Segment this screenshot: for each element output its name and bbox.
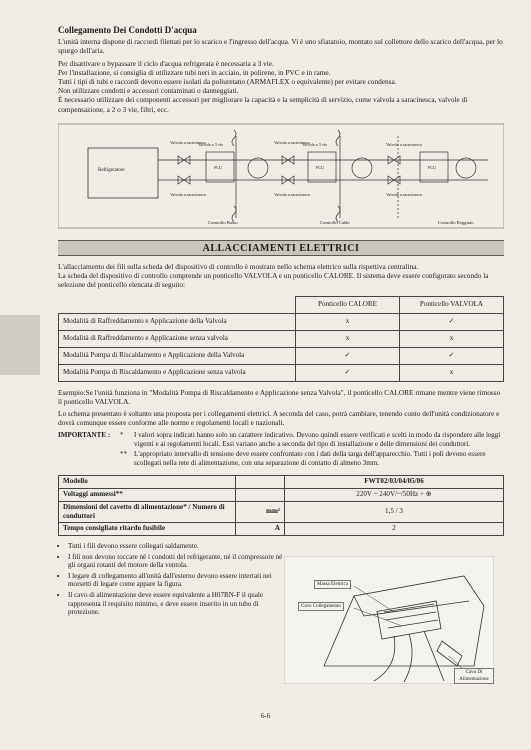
table-cell: ✓ [296,347,400,364]
table-cell: ✓ [400,313,504,330]
paragraph: Non utilizzare condotti e accessori contaminati o danneggiati. [58,86,239,96]
table-cell: x [296,330,400,347]
important-block [58,431,504,468]
wiring-section [58,542,504,682]
page-number: 6-6 [260,712,271,720]
table-cell: Modalità di Raffreddamento e Applicazione della Valvola [59,313,296,330]
spec-value: 1,5 / 3 [285,501,504,522]
table-row [59,523,504,536]
table-row [59,501,504,522]
note-text: L'appropriato intervallo di tensione deve essere confrontato con i dati della targa dell'apparecchio. Tutti i poli devono essere scollegati nella rete di alimentazione, con una separazione di contatto di almeno 3mm. [134,450,486,467]
paragraph: Per disattivare o bypassare il ciclo d'acqua refrigerata è necessaria a 3 vie. [58,58,274,68]
note-mark: * [120,431,124,440]
fcu-label-2: FCU [316,164,325,170]
important-notes [120,431,504,468]
note-text: I valori sopra indicati hanno solo un carattere indicativo. Devono quindi essere verificati e scelti in modo da rispondere alle leggi vigenti e ai regolamenti locali. Essi variano anche a seconda del tipo di installazione e delle dimensioni dei conduttori. [134,431,501,449]
refrigerator-label: Refrigeratore [98,167,125,173]
table-header [59,296,296,313]
valve-gate-label-3: Valvola a saracinesca [386,141,422,147]
spec-value: FWT02/03/04/05/06 [285,475,504,488]
paragraph: L'unità interna dispone di raccordi filettati per lo scarico e l'ingresso dell'acqua. Vi è uno sfiatatoio, montato sul collettore dello scarico dell'acqua, per lo spurgo dell'aria. [58,37,503,56]
paragraph: L'allacciamento dei fili sulla scheda del dispositivo di controllo è mostrato nello schema elettrico sulla rispettiva centralina. [58,262,419,272]
valve-gate-label: Valvola a saracinesca [170,139,206,145]
paragraph: Tutti i tipi di tubi e raccordi devono essere isolati da poliuretano (ARMAFLEX o equivalente) per evitare condensa. [58,77,397,87]
caption-caldo: Controllo Caldo [320,219,350,225]
table-cell: x [400,364,504,381]
section-banner-electrical: ALLACCIAMENTI ELETTRICI [58,240,504,256]
table-cell: x [400,330,504,347]
table-row [59,330,504,347]
jumper-table [58,296,504,382]
list-item: • Il cavo di alimentazione deve essere equivalente a H07RN-F il quale rappresenta il requisito minimo, e deve essere inserito in un tubo di protezione. [68,591,288,617]
valve-3way-label: Valvola a 3 vie [198,141,223,147]
note-mark: ** [120,450,128,459]
spec-label: Tempo consigliato ritardo fusibile [59,523,236,536]
table-header: Ponticello VALVOLA [400,296,504,313]
caption-basso: Controllo Basso [208,219,238,225]
valve-gate2-label: Valvola a saracinesca [170,191,206,197]
valve-gate2-label-3: Valvola a saracinesca [386,191,422,197]
important-label: IMPORTANTE : [58,431,111,440]
spec-unit [236,475,285,488]
fcu-label: FCU [214,164,223,170]
spec-unit: mm² [236,501,285,522]
caption-reggiuto: Controllo Reggiuto [438,219,474,225]
label-cable: Cavo Collegamento [298,602,344,611]
table-row [59,364,504,381]
table-row [59,475,504,488]
table-cell: Modalità Pompa di Riscaldamento e Applicazione senza valvola [59,364,296,381]
paragraph: È necessario utilizzare dei componenti accessori per migliorare la capacità e la semplicità di servizio, come valvola a saracinesca, valvole di compensazione, a 2 o 3 vie, filtri, ecc. [58,95,468,114]
valve-gate2-label-2: Valvola a saracinesca [274,191,310,197]
valve-3way-label-2: Valvola a 3 vie [302,141,327,147]
spec-unit: A [236,523,285,536]
label-terminal: Massa Elettrica [314,580,351,589]
list-item: • Tutti i fili devono essere collegati saldamente. [68,542,288,551]
valve-gate-label-2: Valvola a saracinesca [274,139,310,145]
spec-label: Dimensioni del cavetto di alimentazione* / Numero di conduttori [59,501,236,522]
paragraph: Per l'installazione, si consiglia di utilizzare tubi neri in acciaio, in polirene, in PVC e in rame. [58,67,331,77]
paragraph: Lo schema presentato è soltanto una proposta per i collegamenti elettrici. A seconda del caso, potrà cambiare, tenendo conto dell'unità condizionatore e dovrà comunque essere conforme alle norme e regolamenti locali e nazionali. [58,409,500,428]
wiring-bullets [58,542,288,619]
table-cell: Modalità Pompa di Riscaldamento e Applicazione della Valvola [59,347,296,364]
table-header: Ponticello CALORE [296,296,400,313]
table-cell: x [296,313,400,330]
paragraph: La scheda del dispositivo di controllo comprende un ponticello VALVOLA e un ponticello CALORE. Il sistema deve essere configurato secondo la selezione del ponticello elencata di seguito: [58,271,489,290]
table-cell: ✓ [296,364,400,381]
table-row [59,347,504,364]
table-cell: Modalità di Raffreddamento e Applicazione senza valvola [59,330,296,347]
page-content [58,26,504,682]
note-item [120,431,504,449]
terminal-illustration [284,556,494,684]
spec-label: Voltaggi ammessi** [59,488,236,501]
side-tab [0,315,40,375]
note-item [120,450,504,468]
piping-schematic [58,118,504,234]
list-item: • I fili non devono toccare né i condotti del refrigerante, né il compressore né gli organi rotanti del motore della ventola. [68,553,288,570]
specs-table [58,475,504,536]
spec-value: 2 [285,523,504,536]
water-piping-diagram [58,118,504,234]
fcu-label-3: FCU [428,164,437,170]
table-row [59,488,504,501]
table-header-row [59,296,504,313]
spec-label: Modello [59,475,236,488]
list-item: • I legare di collegamento all'unità dall'esterno devono essere interrati nei morsetti di legare come appare la figura. [68,572,288,589]
spec-unit [236,488,285,501]
label-power: Cavo Di Alimentazione [454,668,494,684]
paragraph: Esempio:Se l'unità funziona in "Modalità Pompa di Riscaldamento e Applicazione senza Valvola", il ponticello CALORE rimane mentre viene rimosso il ponticello VALVOLA. [58,387,501,406]
table-cell: ✓ [400,347,504,364]
spec-value: 220V ~ 240V/~/50Hz + ⊕ [285,488,504,501]
section-title-water: Collegamento Dei Condotti D'acqua [58,25,197,35]
terminal-figure [284,556,494,684]
table-row [59,313,504,330]
